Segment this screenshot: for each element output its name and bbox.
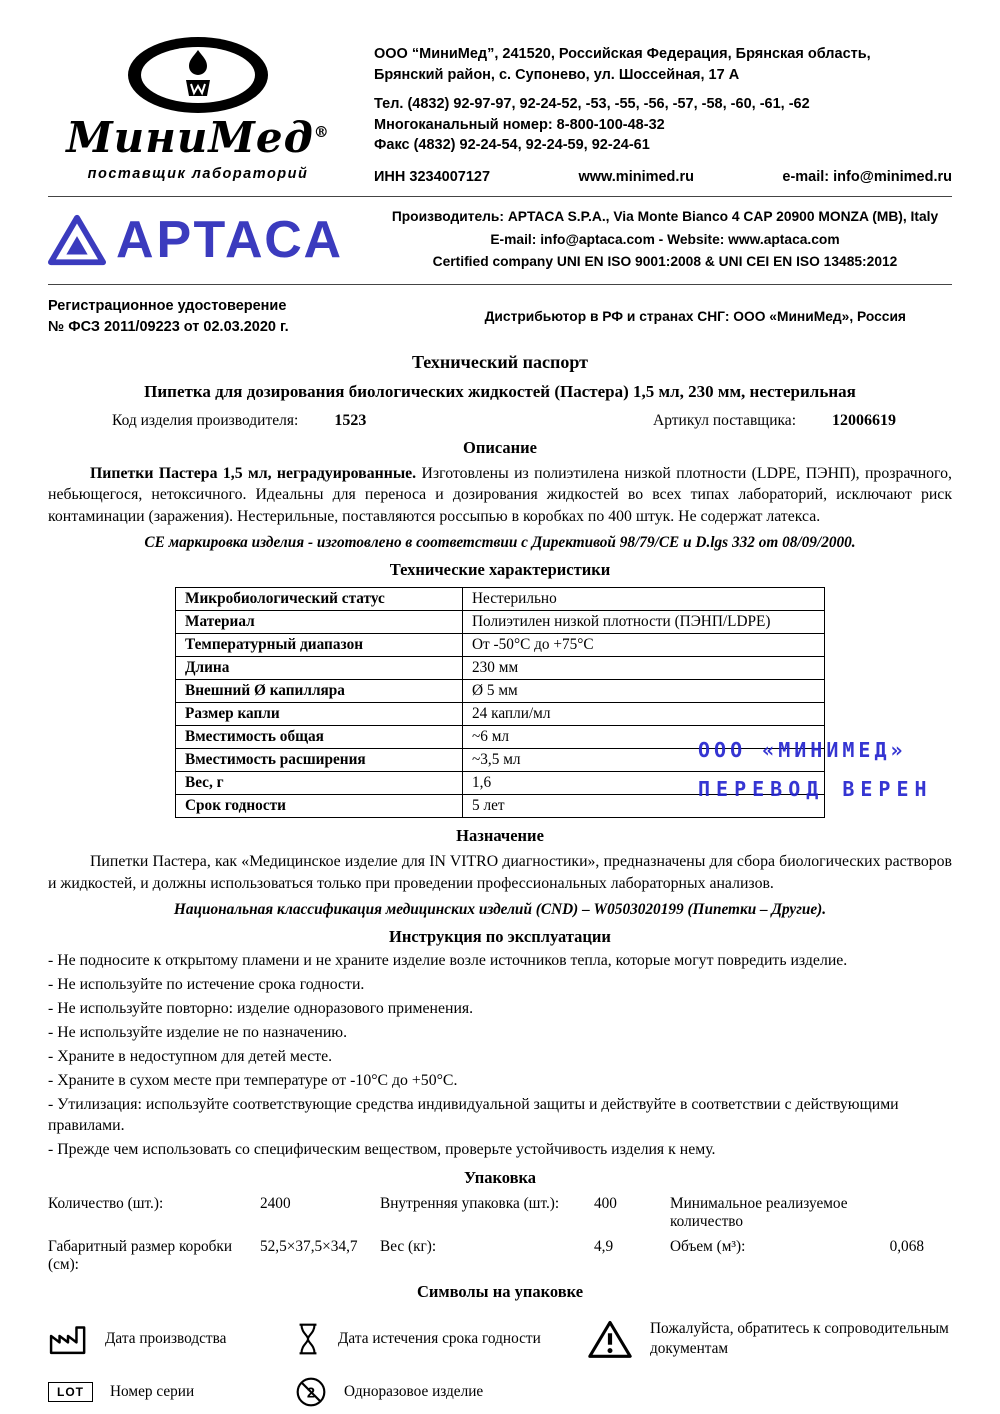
spec-label: Вместимость общая	[176, 726, 463, 749]
aptaca-manufacturer: Производитель: APTACA S.P.A., Via Monte Bianco 4 CAP 20900 MONZA (MB), Italy	[391, 209, 939, 225]
table-row	[176, 657, 825, 680]
spec-value: 24 капли/мл	[463, 703, 825, 726]
registered-mark: ®	[313, 123, 330, 141]
warning-triangle-icon	[587, 1319, 633, 1359]
manufacturer-code-label: Код изделия производителя:	[112, 411, 299, 429]
company-multichannel: Многоканальный номер: 8-800-100-48-32	[374, 116, 665, 133]
spec-value: 5 лет	[463, 795, 825, 818]
symbol-lot-number	[48, 1382, 295, 1402]
minimed-contacts	[348, 34, 952, 187]
weight-label: Вес (кг):	[380, 1238, 437, 1256]
description-body: Изготовлены из полиэтилена низкой плотности (LDPE, ПЭНП), прозрачного, небьющегося, нетоксичного. Идеальны для переноса и дозирования жидкостей во всех типах лабораторий, исключают риск контаминации (заражения). Нестерильные, поставляются россыпью в коробках по 400 штук. Не содержат латекса.	[48, 464, 952, 525]
list-item: - Храните в сухом месте при температуре от -10°С до +50°С.	[48, 1072, 458, 1090]
symbol-label: Дата истечения срока годности	[338, 1330, 541, 1348]
section-heading-specs: Технические характеристики	[389, 560, 611, 580]
spec-label: Вес, г	[176, 772, 463, 795]
spec-value: 230 мм	[463, 657, 825, 680]
product-codes-row	[48, 412, 952, 430]
section-heading-instructions: Инструкция по эксплуатации	[389, 927, 611, 947]
registration-line2: № ФСЗ 2011/09223 от 02.03.2020 г.	[48, 318, 289, 335]
factory-icon	[48, 1322, 88, 1356]
company-website: www.minimed.ru	[578, 168, 694, 185]
aptaca-header	[48, 202, 952, 274]
quantity-value: 2400	[260, 1195, 291, 1213]
distributor-note: Дистрибьютор в РФ и странах СНГ: ООО «МиниМед», Россия	[484, 309, 906, 325]
symbol-consult-documents	[587, 1319, 952, 1359]
supplier-article-label: Артикул поставщика:	[653, 411, 796, 429]
company-inn: ИНН 3234007127	[374, 168, 491, 185]
svg-text:2: 2	[306, 1385, 316, 1402]
lot-icon: LOT	[48, 1382, 93, 1402]
list-item: - Не используйте по истечение срока годности.	[48, 976, 365, 994]
list-item: - Не используйте повторно: изделие одноразового применения.	[48, 1000, 474, 1018]
spec-value: ~6 мл	[463, 726, 825, 749]
minimed-brand	[48, 113, 348, 162]
spec-label: Вместимость расширения	[176, 749, 463, 772]
section-heading-description: Описание	[463, 437, 537, 457]
spec-value: От -50°С до +75°С	[463, 634, 825, 657]
spec-label: Внешний Ø капилляра	[176, 680, 463, 703]
divider	[48, 196, 952, 197]
divider	[48, 284, 952, 285]
single-use-icon	[295, 1376, 327, 1408]
registration-row	[48, 290, 952, 340]
packaging-row-1	[48, 1195, 952, 1231]
table-row	[176, 611, 825, 634]
volume-label: Объем (м³):	[670, 1238, 746, 1256]
hourglass-icon	[295, 1322, 321, 1356]
section-heading-symbols: Символы на упаковке	[416, 1282, 584, 1302]
spec-label: Длина	[176, 657, 463, 680]
section-heading-packaging: Упаковка	[463, 1168, 537, 1188]
spec-label: Материал	[176, 611, 463, 634]
ce-marking-note: СЕ маркировка изделия - изготовлено в соответствии с Директивой 98/79/СЕ и D.lgs 332 от 08/09/2000.	[144, 534, 856, 552]
table-row	[176, 634, 825, 657]
description-paragraph	[48, 463, 952, 527]
box-size-label: Габаритный размер коробки (см):	[48, 1238, 233, 1274]
minimed-tagline: поставщик лабораторий	[87, 166, 309, 183]
minimed-logo	[48, 34, 348, 187]
company-email: e-mail: info@minimed.ru	[782, 168, 952, 185]
company-phone: Тел. (4832) 92-97-97, 92-24-52, -53, -55, -56, -57, -58, -60, -61, -62	[374, 96, 810, 113]
aptaca-contacts: E-mail: info@aptaca.com - Website: www.aptaca.com	[490, 231, 840, 247]
company-ids-row	[374, 167, 952, 188]
minimed-oval-flame-icon	[48, 34, 348, 116]
registration-line1: Регистрационное удостоверение	[48, 297, 287, 314]
aptaca-logo	[48, 210, 378, 269]
volume-value: 0,068	[889, 1238, 924, 1256]
symbols-row-2	[48, 1376, 952, 1408]
spec-label: Температурный диапазон	[176, 634, 463, 657]
stamp-verified: ПЕРЕВОД ВЕРЕН	[698, 777, 933, 801]
list-item: - Прежде чем использовать со специфическим веществом, проверьте устойчивость изделия к нему.	[48, 1140, 716, 1158]
quantity-label: Количество (шт.):	[48, 1195, 164, 1213]
cnd-classification-note: Национальная классификация медицинских изделий (CND) – W0503020199 (Пипетки – Другие).	[173, 901, 827, 919]
symbol-label: Номер серии	[110, 1383, 195, 1401]
table-row	[176, 680, 825, 703]
spec-value: 1,6	[463, 772, 825, 795]
symbol-expiry-date	[295, 1322, 587, 1356]
minimed-header	[48, 34, 952, 187]
spec-value: Ø 5 мм	[463, 680, 825, 703]
supplier-article-value: 12006619	[832, 411, 896, 429]
minimed-brand-text: МиниМед	[66, 113, 314, 162]
company-address-line1: ООО “МиниМед”, 241520, Российская Федерация, Брянская область,	[374, 46, 871, 62]
translation-stamp	[698, 738, 933, 801]
aptaca-info	[378, 206, 952, 272]
spec-label: Микробиологический статус	[176, 588, 463, 611]
product-name: Пипетка для дозирования биологических жидкостей (Пастера) 1,5 мл, 230 мм, нестерильная	[144, 381, 856, 401]
page-title: Технический паспорт	[411, 351, 588, 372]
registration-certificate	[48, 296, 289, 338]
purpose-paragraph: Пипетки Пастера, как «Медицинское изделие для IN VITRO диагностики», предназначены для сбора биологических растворов и жидкостей, и должны использоваться только при проведении профессиональных лабораторных анализов.	[48, 853, 952, 892]
weight-value: 4,9	[594, 1238, 614, 1256]
inner-pack-label: Внутренняя упаковка (шт.):	[380, 1195, 560, 1213]
symbols-row-1	[48, 1319, 952, 1359]
symbol-single-use	[295, 1376, 587, 1408]
symbol-label: Дата производства	[105, 1330, 227, 1348]
list-item: - Не подносите к открытому пламени и не храните изделие возле источников тепла, которые могут повредить изделие.	[48, 952, 848, 970]
spec-label: Срок годности	[176, 795, 463, 818]
packaging-row-2	[48, 1238, 952, 1274]
symbol-manufacture-date	[48, 1322, 295, 1356]
instructions-list	[48, 951, 952, 1160]
spec-value: Полиэтилен низкой плотности (ПЭНП/LDPE)	[463, 611, 825, 634]
inner-pack-value: 400	[594, 1195, 617, 1213]
aptaca-triangle-icon	[48, 214, 106, 266]
description-lead: Пипетки Пастера 1,5 мл, неградуированные.	[90, 464, 417, 482]
min-quantity-label: Минимальное реализуемое количество	[670, 1195, 848, 1231]
spec-value: Нестерильно	[463, 588, 825, 611]
list-item: - Храните в недоступном для детей месте.	[48, 1048, 333, 1066]
company-fax: Факс (4832) 92-24-54, 92-24-59, 92-24-61	[374, 137, 650, 154]
stamp-company: ООО «МИНИМЕД»	[698, 738, 907, 762]
box-size-value: 52,5×37,5×34,7	[260, 1238, 358, 1256]
symbol-label: Одноразовое изделие	[344, 1383, 484, 1401]
table-row	[176, 588, 825, 611]
company-address-line2: Брянский район, с. Супонево, ул. Шоссейная, 17 А	[374, 66, 740, 83]
list-item: - Не используйте изделие не по назначению.	[48, 1024, 348, 1042]
aptaca-brand-text: АРТАСА	[116, 210, 345, 269]
symbol-label: Пожалуйста, обратитесь к сопроводительным документам	[650, 1320, 949, 1358]
spec-label: Размер капли	[176, 703, 463, 726]
spec-value: ~3,5 мл	[463, 749, 825, 772]
aptaca-certification: Certified company UNI EN ISO 9001:2008 & UNI CEI EN ISO 13485:2012	[432, 253, 898, 269]
section-heading-purpose: Назначение	[456, 826, 544, 846]
manufacturer-code-value: 1523	[334, 411, 367, 429]
list-item: - Утилизация: используйте соответствующие средства индивидуальной защиты и действуйте в соответствии с действующими правилами.	[48, 1096, 899, 1134]
table-row	[176, 703, 825, 726]
